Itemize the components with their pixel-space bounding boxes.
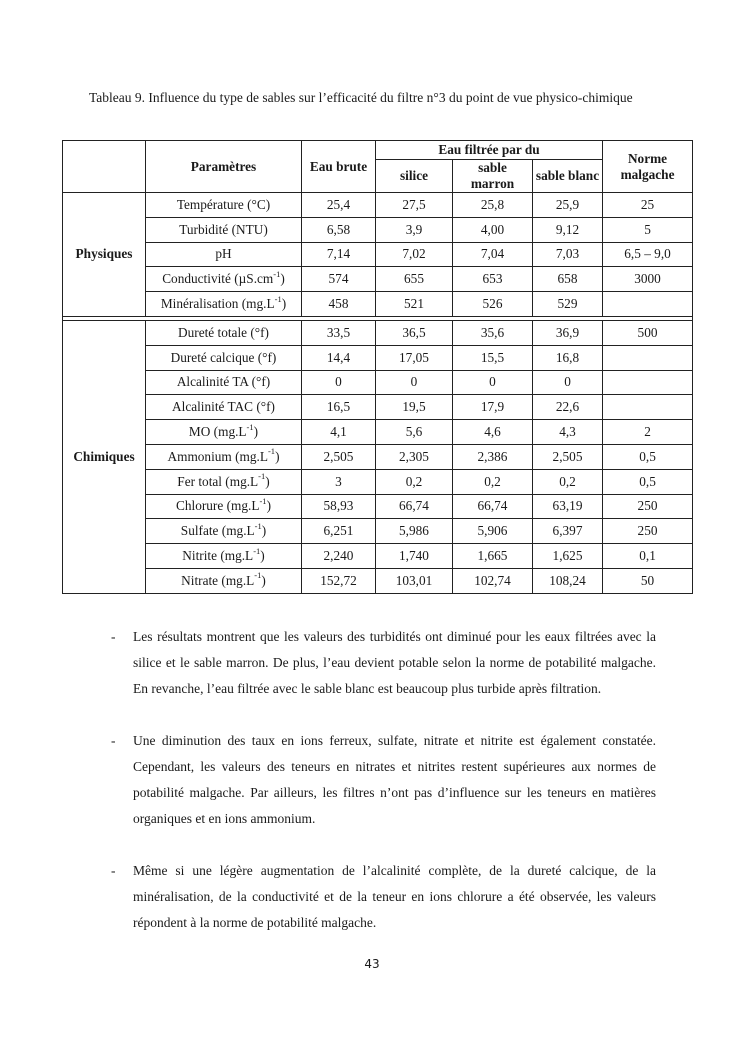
value-cell-brute: 2,505 — [302, 444, 376, 469]
value-cell-brute: 3 — [302, 469, 376, 494]
table-row — [63, 420, 693, 445]
table-row — [63, 395, 693, 420]
table-row — [63, 267, 693, 292]
value-cell-marron: 526 — [453, 292, 533, 317]
value-cell-brute: 6,58 — [302, 217, 376, 242]
bullet-text: Une diminution des taux en ions ferreux, sulfate, nitrate et nitrite est également constatée. Cependant, les valeurs des teneurs en nitrates et nitrites restent supérieures aux normes de potabilité malgache. Par ailleurs, les filtres n’ont pas d’influence sur les teneurs en matières organiques et en ions ammonium. — [133, 733, 656, 826]
header-empty — [63, 141, 146, 193]
param-tail: ) — [266, 498, 271, 514]
table-body — [63, 193, 693, 594]
header-parametres: Paramètres — [146, 141, 302, 193]
param-label: MO (mg.L — [188, 424, 247, 440]
value-cell-norme: 3000 — [603, 267, 693, 292]
value-cell-silice: 66,74 — [376, 494, 453, 519]
value-cell-silice: 1,740 — [376, 544, 453, 569]
value-cell-marron: 25,8 — [453, 193, 533, 218]
param-cell — [146, 292, 302, 317]
value-cell-blanc: 22,6 — [533, 395, 603, 420]
param-label: Conductivité (µS.cm — [162, 271, 274, 287]
value-cell-marron: 2,386 — [453, 444, 533, 469]
param-label: Dureté totale (°f) — [178, 324, 269, 340]
value-cell-blanc: 4,3 — [533, 420, 603, 445]
param-label: Turbidité (NTU) — [179, 221, 268, 237]
param-exponent: -1 — [273, 268, 281, 279]
param-cell — [146, 320, 302, 345]
table-row — [63, 370, 693, 395]
table-row — [63, 469, 693, 494]
param-label: Dureté calcique (°f) — [170, 349, 277, 365]
value-cell-blanc: 9,12 — [533, 217, 603, 242]
table-row — [63, 444, 693, 469]
value-cell-marron: 4,00 — [453, 217, 533, 242]
value-cell-brute: 58,93 — [302, 494, 376, 519]
value-cell-silice: 0,2 — [376, 469, 453, 494]
value-cell-brute: 16,5 — [302, 395, 376, 420]
table-row — [63, 494, 693, 519]
value-cell-silice: 5,986 — [376, 519, 453, 544]
value-cell-silice: 3,9 — [376, 217, 453, 242]
param-exponent: -1 — [254, 570, 262, 581]
category-cell: Physiques — [63, 193, 146, 317]
bullet-text: Les résultats montrent que les valeurs des turbidités ont diminué pour les eaux filtrées avec la silice et le sable marron. De plus, l’eau devient potable selon la norme de potabilité malgache. En revanche, l’eau filtrée avec le sable blanc est beaucoup plus turbide après filtration. — [133, 629, 656, 696]
value-cell-brute: 4,1 — [302, 420, 376, 445]
table-row — [63, 242, 693, 267]
param-exponent: -1 — [258, 471, 266, 482]
value-cell-marron: 7,04 — [453, 242, 533, 267]
value-cell-blanc: 7,03 — [533, 242, 603, 267]
value-cell-blanc: 25,9 — [533, 193, 603, 218]
table-row — [63, 320, 693, 345]
header-sable-marron: sable marron — [453, 160, 533, 193]
value-cell-silice: 103,01 — [376, 568, 453, 593]
param-exponent: -1 — [253, 545, 261, 556]
value-cell-norme: 0,1 — [603, 544, 693, 569]
value-cell-silice: 27,5 — [376, 193, 453, 218]
bullet-dash: - — [111, 863, 116, 878]
table-row — [63, 292, 693, 317]
value-cell-brute: 14,4 — [302, 345, 376, 370]
value-cell-norme: 25 — [603, 193, 693, 218]
value-cell-norme: 2 — [603, 420, 693, 445]
value-cell-marron: 17,9 — [453, 395, 533, 420]
table-row — [63, 217, 693, 242]
param-label: Minéralisation (mg.L — [160, 296, 275, 312]
bullet-item — [111, 858, 656, 936]
value-cell-marron: 4,6 — [453, 420, 533, 445]
param-tail: ) — [261, 523, 267, 539]
bullet-dash: - — [111, 629, 116, 644]
page-number: 43 — [364, 957, 380, 971]
value-cell-blanc: 658 — [533, 267, 603, 292]
param-label: pH — [215, 246, 232, 262]
value-cell-silice: 17,05 — [376, 345, 453, 370]
value-cell-blanc: 529 — [533, 292, 603, 317]
value-cell-brute: 25,4 — [302, 193, 376, 218]
value-cell-norme: 6,5 – 9,0 — [603, 242, 693, 267]
param-cell — [146, 568, 302, 593]
table-caption: Tableau 9. Influence du type de sables sur l’efficacité du filtre n°3 du point de vue physico-chimique — [89, 90, 633, 105]
param-cell — [146, 395, 302, 420]
value-cell-silice: 19,5 — [376, 395, 453, 420]
value-cell-blanc: 0 — [533, 370, 603, 395]
value-cell-marron: 66,74 — [453, 494, 533, 519]
param-label: Sulfate (mg.L — [180, 523, 255, 539]
param-exponent: -1 — [267, 446, 276, 457]
value-cell-norme — [603, 292, 693, 317]
bullet-item — [111, 728, 656, 832]
param-cell — [146, 469, 302, 494]
value-cell-silice: 521 — [376, 292, 453, 317]
param-cell — [146, 544, 302, 569]
value-cell-norme: 0,5 — [603, 444, 693, 469]
value-cell-norme: 50 — [603, 568, 693, 593]
value-cell-blanc: 16,8 — [533, 345, 603, 370]
value-cell-norme: 500 — [603, 320, 693, 345]
param-label: Alcalinité TA (°f) — [176, 374, 271, 390]
value-cell-silice: 0 — [376, 370, 453, 395]
value-cell-norme: 5 — [603, 217, 693, 242]
param-cell — [146, 345, 302, 370]
table-row — [63, 568, 693, 593]
table-row — [63, 345, 693, 370]
param-cell — [146, 217, 302, 242]
value-cell-marron: 15,5 — [453, 345, 533, 370]
data-table — [62, 140, 693, 594]
param-cell — [146, 519, 302, 544]
param-label: Chlorure (mg.L — [176, 498, 260, 514]
value-cell-marron: 102,74 — [453, 568, 533, 593]
value-cell-marron: 35,6 — [453, 320, 533, 345]
value-cell-norme — [603, 345, 693, 370]
param-cell — [146, 494, 302, 519]
value-cell-norme: 0,5 — [603, 469, 693, 494]
bullet-item — [111, 624, 656, 702]
table-row — [63, 193, 693, 218]
param-label: Température (°C) — [176, 196, 271, 212]
category-cell: Chimiques — [63, 320, 146, 593]
value-cell-blanc: 2,505 — [533, 444, 603, 469]
value-cell-marron: 0 — [453, 370, 533, 395]
header-eau-brute: Eau brute — [302, 141, 376, 193]
value-cell-silice: 655 — [376, 267, 453, 292]
value-cell-blanc: 36,9 — [533, 320, 603, 345]
value-cell-norme: 250 — [603, 494, 693, 519]
header-eau-filtree: Eau filtrée par du — [376, 141, 603, 160]
value-cell-norme — [603, 395, 693, 420]
param-cell — [146, 267, 302, 292]
param-label: Alcalinité TAC (°f) — [172, 399, 275, 415]
bullet-list — [111, 624, 656, 962]
param-tail: ) — [260, 548, 265, 564]
param-tail: ) — [275, 448, 280, 464]
value-cell-brute: 7,14 — [302, 242, 376, 267]
header-silice: silice — [376, 160, 453, 193]
param-exponent: -1 — [259, 496, 267, 507]
header-sable-blanc: sable blanc — [533, 160, 603, 193]
value-cell-brute: 458 — [302, 292, 376, 317]
bullet-text: Même si une légère augmentation de l’alcalinité complète, de la dureté calcique, de la minéralisation, de la conductivité et de la teneur en ions chlorure a été observée, les valeurs répondent à la norme de potabilité malgache. — [133, 863, 656, 930]
value-cell-blanc: 63,19 — [533, 494, 603, 519]
value-cell-marron: 0,2 — [453, 469, 533, 494]
value-cell-brute: 152,72 — [302, 568, 376, 593]
param-cell — [146, 420, 302, 445]
value-cell-marron: 5,906 — [453, 519, 533, 544]
param-cell — [146, 444, 302, 469]
param-tail: ) — [281, 296, 287, 312]
param-label: Fer total (mg.L — [177, 473, 259, 489]
value-cell-marron: 1,665 — [453, 544, 533, 569]
table-row — [63, 519, 693, 544]
param-exponent: -1 — [274, 293, 282, 304]
param-label: Nitrite (mg.L — [182, 548, 254, 564]
param-tail: ) — [280, 271, 285, 287]
param-tail: ) — [261, 572, 266, 588]
bullet-dash: - — [111, 733, 116, 748]
value-cell-silice: 36,5 — [376, 320, 453, 345]
value-cell-silice: 2,305 — [376, 444, 453, 469]
value-cell-brute: 0 — [302, 370, 376, 395]
value-cell-silice: 7,02 — [376, 242, 453, 267]
param-tail: ) — [253, 424, 259, 440]
param-tail: ) — [265, 473, 270, 489]
value-cell-brute: 33,5 — [302, 320, 376, 345]
value-cell-norme — [603, 370, 693, 395]
value-cell-brute: 6,251 — [302, 519, 376, 544]
param-cell — [146, 370, 302, 395]
param-label: Nitrate (mg.L — [181, 572, 255, 588]
value-cell-blanc: 6,397 — [533, 519, 603, 544]
param-exponent: -1 — [246, 421, 254, 432]
value-cell-brute: 574 — [302, 267, 376, 292]
value-cell-blanc: 108,24 — [533, 568, 603, 593]
value-cell-norme: 250 — [603, 519, 693, 544]
table-row — [63, 544, 693, 569]
param-label: Ammonium (mg.L — [167, 448, 268, 464]
param-exponent: -1 — [254, 520, 262, 531]
value-cell-marron: 653 — [453, 267, 533, 292]
header-norme: Norme malgache — [603, 141, 693, 193]
value-cell-blanc: 0,2 — [533, 469, 603, 494]
value-cell-silice: 5,6 — [376, 420, 453, 445]
value-cell-brute: 2,240 — [302, 544, 376, 569]
param-cell — [146, 193, 302, 218]
param-cell — [146, 242, 302, 267]
value-cell-blanc: 1,625 — [533, 544, 603, 569]
